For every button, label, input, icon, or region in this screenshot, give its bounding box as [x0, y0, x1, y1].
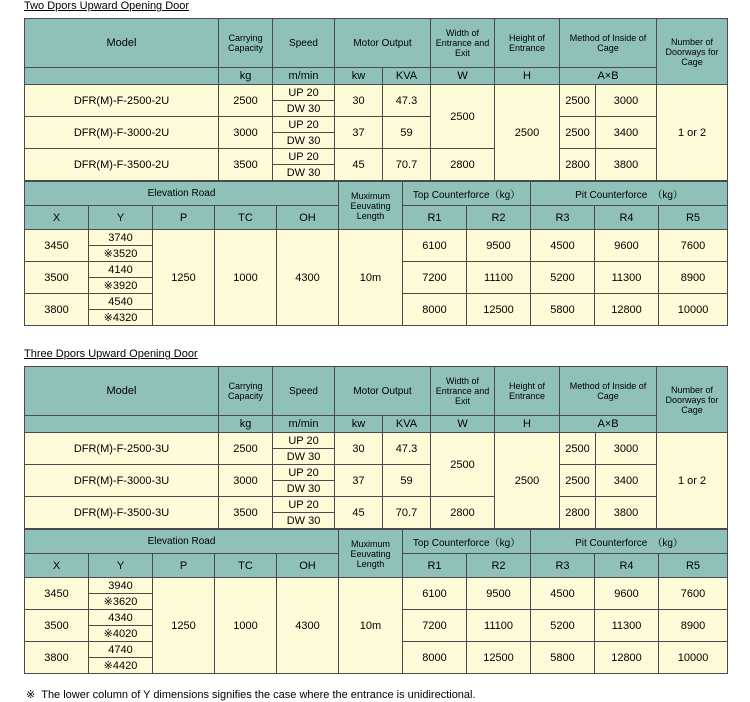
header-carrying-capacity: Carrying Capacity [219, 367, 273, 416]
header-model: Model [25, 19, 219, 68]
header-top-counterforce: Top Counterforce（kg） [403, 182, 531, 206]
cell-speed-up: UP 20 [273, 497, 335, 513]
header-r1: R1 [403, 554, 467, 578]
cell-speed-up: UP 20 [273, 465, 335, 481]
cell-kva: 47.3 [383, 433, 431, 465]
cell-y-unidirectional: ※4320 [89, 310, 153, 326]
cell-capacity: 2500 [219, 85, 273, 117]
header-r1: R1 [403, 206, 467, 230]
header-r2: R2 [467, 206, 531, 230]
cell-capacity: 3000 [219, 117, 273, 149]
unit-kva: KVA [383, 68, 431, 85]
force-table-three-doors [24, 529, 728, 674]
cell-r1: 6100 [403, 578, 467, 610]
cell-r4: 11300 [595, 262, 659, 294]
unit-capacity: kg [219, 416, 273, 433]
cell-capacity: 2500 [219, 433, 273, 465]
section-title-three-doors: Three Dpors Upward Opening Door [24, 348, 198, 360]
header-tc: TC [215, 206, 277, 230]
cell-r5: 8900 [659, 610, 728, 642]
header-carrying-capacity: Carrying Capacity [219, 19, 273, 68]
cell-width-last: 2800 [431, 149, 495, 181]
cell-r4: 12800 [595, 294, 659, 326]
cell-p: 1250 [153, 578, 215, 674]
cell-length: 10m [339, 578, 403, 674]
cell-speed-dw: DW 30 [273, 101, 335, 117]
footnote-text: The lower column of Y dimensions signifies the case where the entrance is unidirectional. [41, 689, 476, 701]
cell-r1: 8000 [403, 294, 467, 326]
cell-y-unidirectional: ※4020 [89, 626, 153, 642]
cell-kw: 45 [335, 497, 383, 529]
cell-kw: 30 [335, 433, 383, 465]
cell-kw: 45 [335, 149, 383, 181]
header-height: Height of Entrance [495, 19, 560, 68]
cell-x: 3800 [25, 642, 89, 674]
cell-a: 2500 [560, 433, 596, 465]
cell-r5: 7600 [659, 578, 728, 610]
cell-a: 2500 [560, 117, 596, 149]
cell-a: 2800 [560, 149, 596, 181]
cell-speed-dw: DW 30 [273, 133, 335, 149]
header-doorways: Number of Doorways for Cage [657, 19, 728, 85]
header-r4: R4 [595, 554, 659, 578]
header-elevation-road: Elevation Road [25, 530, 339, 554]
cell-b: 3800 [596, 497, 657, 529]
header-tc: TC [215, 554, 277, 578]
header-x: X [25, 554, 89, 578]
cell-r4: 12800 [595, 642, 659, 674]
cell-r2: 12500 [467, 642, 531, 674]
cell-r3: 5800 [531, 294, 595, 326]
cell-tc: 1000 [215, 578, 277, 674]
header-width: Width of Entrance and Exit [431, 367, 495, 416]
header-r3: R3 [531, 206, 595, 230]
spec-table-two-doors [24, 18, 728, 181]
cell-model: DFR(M)-F-2500-2U [25, 85, 219, 117]
header-r5: R5 [659, 206, 728, 230]
cell-capacity: 3500 [219, 497, 273, 529]
cell-height-merged: 2500 [495, 433, 560, 529]
cell-y: 4140 [89, 262, 153, 278]
cell-model: DFR(M)-F-2500-3U [25, 433, 219, 465]
cell-r5: 8900 [659, 262, 728, 294]
header-height: Height of Entrance [495, 367, 560, 416]
cell-a: 2500 [560, 465, 596, 497]
unit-method: A×B [560, 416, 657, 433]
cell-r2: 11100 [467, 262, 531, 294]
footnote [26, 688, 476, 701]
header-speed: Speed [273, 19, 335, 68]
header-pit-counterforce: Pit Counterforce （kg） [531, 530, 728, 554]
cell-r5: 10000 [659, 294, 728, 326]
header-method: Method of Inside of Cage [560, 19, 657, 68]
header-model: Model [25, 367, 219, 416]
header-width: Width of Entrance and Exit [431, 19, 495, 68]
cell-y: 3940 [89, 578, 153, 594]
cell-x: 3450 [25, 578, 89, 610]
cell-capacity: 3500 [219, 149, 273, 181]
cell-speed-up: UP 20 [273, 433, 335, 449]
cell-y: 3740 [89, 230, 153, 246]
cell-kw: 30 [335, 85, 383, 117]
section-title-two-doors: Two Dpors Upward Opening Door [24, 0, 190, 12]
cell-tc: 1000 [215, 230, 277, 326]
cell-r2: 12500 [467, 294, 531, 326]
unit-height: H [495, 416, 560, 433]
header-motor-output: Motor Output [335, 367, 431, 416]
cell-r4: 11300 [595, 610, 659, 642]
header-y: Y [89, 206, 153, 230]
cell-oh: 4300 [277, 230, 339, 326]
header-r2: R2 [467, 554, 531, 578]
cell-speed-dw: DW 30 [273, 449, 335, 465]
cell-width-merged: 2500 [431, 433, 495, 497]
cell-p: 1250 [153, 230, 215, 326]
cell-r5: 10000 [659, 642, 728, 674]
cell-a: 2800 [560, 497, 596, 529]
cell-r2: 9500 [467, 230, 531, 262]
cell-x: 3500 [25, 262, 89, 294]
header-y: Y [89, 554, 153, 578]
cell-r2: 11100 [467, 610, 531, 642]
cell-speed-up: UP 20 [273, 149, 335, 165]
cell-doorways-merged: 1 or 2 [657, 85, 728, 181]
cell-speed-dw: DW 30 [273, 165, 335, 181]
header-pit-counterforce: Pit Counterforce （kg） [531, 182, 728, 206]
unit-kw: kw [335, 416, 383, 433]
cell-b: 3800 [596, 149, 657, 181]
cell-width-last: 2800 [431, 497, 495, 529]
header-r3: R3 [531, 554, 595, 578]
force-table-two-doors [24, 181, 728, 326]
footnote-symbol: ※ [26, 689, 36, 701]
cell-a: 2500 [560, 85, 596, 117]
header-elevation-road: Elevation Road [25, 182, 339, 206]
cell-r3: 5200 [531, 610, 595, 642]
cell-model: DFR(M)-F-3500-2U [25, 149, 219, 181]
cell-r1: 6100 [403, 230, 467, 262]
cell-r1: 7200 [403, 610, 467, 642]
unit-kva: KVA [383, 416, 431, 433]
header-top-counterforce: Top Counterforce（kg） [403, 530, 531, 554]
cell-y: 4340 [89, 610, 153, 626]
unit-height: H [495, 68, 560, 85]
cell-y-unidirectional: ※4420 [89, 658, 153, 674]
cell-width-merged: 2500 [431, 85, 495, 149]
cell-r5: 7600 [659, 230, 728, 262]
unit-width: W [431, 68, 495, 85]
cell-kva: 59 [383, 117, 431, 149]
cell-b: 3000 [596, 433, 657, 465]
cell-x: 3800 [25, 294, 89, 326]
cell-r3: 4500 [531, 578, 595, 610]
unit-width: W [431, 416, 495, 433]
cell-y-unidirectional: ※3520 [89, 246, 153, 262]
cell-r3: 4500 [531, 230, 595, 262]
cell-model: DFR(M)-F-3500-3U [25, 497, 219, 529]
cell-kva: 70.7 [383, 497, 431, 529]
header-oh: OH [277, 206, 339, 230]
header-motor-output: Motor Output [335, 19, 431, 68]
cell-r1: 8000 [403, 642, 467, 674]
header-p: P [153, 206, 215, 230]
cell-y: 4540 [89, 294, 153, 310]
cell-capacity: 3000 [219, 465, 273, 497]
unit-method: A×B [560, 68, 657, 85]
cell-x: 3450 [25, 230, 89, 262]
cell-r1: 7200 [403, 262, 467, 294]
unit-speed: m/min [273, 416, 335, 433]
header-method: Method of Inside of Cage [560, 367, 657, 416]
header-x: X [25, 206, 89, 230]
cell-kw: 37 [335, 465, 383, 497]
cell-height-merged: 2500 [495, 85, 560, 181]
cell-r3: 5800 [531, 642, 595, 674]
cell-y-unidirectional: ※3620 [89, 594, 153, 610]
cell-model: DFR(M)-F-3000-3U [25, 465, 219, 497]
cell-b: 3400 [596, 117, 657, 149]
unit-capacity: kg [219, 68, 273, 85]
cell-r4: 9600 [595, 578, 659, 610]
cell-y-unidirectional: ※3920 [89, 278, 153, 294]
cell-x: 3500 [25, 610, 89, 642]
header-doorways: Number of Doorways for Cage [657, 367, 728, 433]
cell-b: 3000 [596, 85, 657, 117]
header-max-length: Muximum Eeuvating Length [339, 530, 403, 578]
cell-kva: 59 [383, 465, 431, 497]
cell-doorways-merged: 1 or 2 [657, 433, 728, 529]
cell-y: 4740 [89, 642, 153, 658]
cell-speed-dw: DW 30 [273, 481, 335, 497]
cell-kw: 37 [335, 117, 383, 149]
header-speed: Speed [273, 367, 335, 416]
header-r4: R4 [595, 206, 659, 230]
unit-kw: kw [335, 68, 383, 85]
header-p: P [153, 554, 215, 578]
cell-speed-dw: DW 30 [273, 513, 335, 529]
cell-r2: 9500 [467, 578, 531, 610]
cell-speed-up: UP 20 [273, 85, 335, 101]
unit-speed: m/min [273, 68, 335, 85]
cell-speed-up: UP 20 [273, 117, 335, 133]
cell-kva: 70.7 [383, 149, 431, 181]
cell-length: 10m [339, 230, 403, 326]
header-max-length: Muximum Eeuvating Length [339, 182, 403, 230]
cell-b: 3400 [596, 465, 657, 497]
spec-table-three-doors [24, 366, 728, 529]
cell-oh: 4300 [277, 578, 339, 674]
cell-kva: 47.3 [383, 85, 431, 117]
cell-model: DFR(M)-F-3000-2U [25, 117, 219, 149]
cell-r3: 5200 [531, 262, 595, 294]
cell-r4: 9600 [595, 230, 659, 262]
header-r5: R5 [659, 554, 728, 578]
header-oh: OH [277, 554, 339, 578]
